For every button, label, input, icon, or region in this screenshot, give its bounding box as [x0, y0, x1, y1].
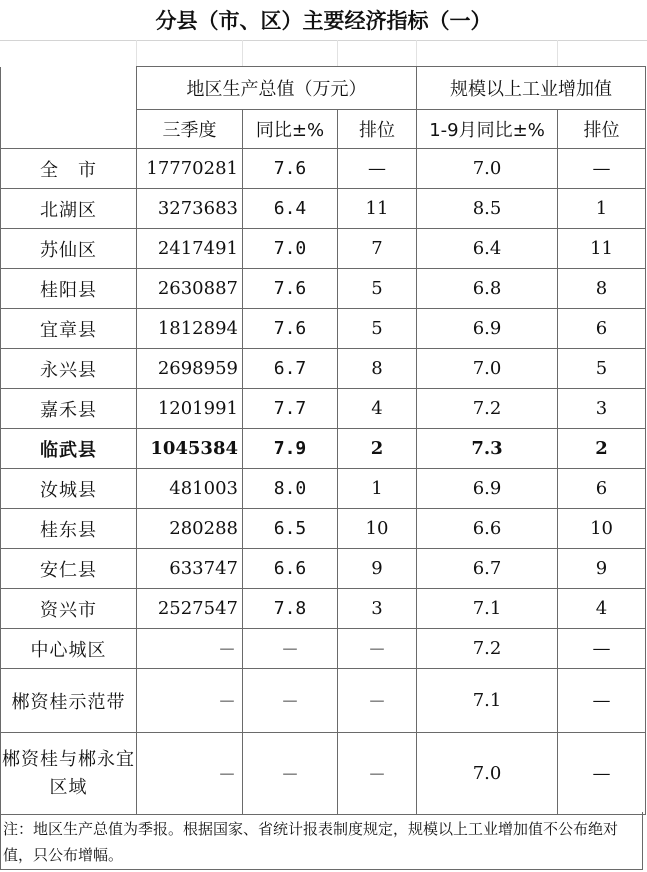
gdp-yoy: － [243, 669, 338, 733]
region-name: 全 市 [1, 149, 137, 189]
region-header-cell [1, 67, 137, 149]
table-row [1, 629, 646, 669]
gdp-value: － [137, 669, 243, 733]
gdp-rank: 8 [338, 349, 417, 389]
industry-rank: 5 [558, 349, 646, 389]
industry-yoy: 7.1 [417, 589, 558, 629]
gdp-value: 2417491 [137, 229, 243, 269]
spacer-gridline [242, 40, 243, 66]
gdp-rank: 9 [338, 549, 417, 589]
footnote: 注：地区生产总值为季报。根据国家、省统计报表制度规定，规模以上工业增加值不公布绝对值，只公布增幅。 [0, 812, 643, 870]
industry-yoy-header: 1-9月同比±% [417, 110, 558, 149]
industry-rank: — [558, 733, 646, 815]
gdp-yoy: 8.0 [243, 469, 338, 509]
gdp-value: 2630887 [137, 269, 243, 309]
region-name: 永兴县 [1, 349, 137, 389]
industry-rank: — [558, 149, 646, 189]
gdp-yoy: 7.9 [243, 429, 338, 469]
gdp-rank: － [338, 733, 417, 815]
table-row [1, 509, 646, 549]
industry-yoy: 6.9 [417, 469, 558, 509]
gdp-yoy: 6.4 [243, 189, 338, 229]
gdp-rank: 5 [338, 309, 417, 349]
table-row [1, 589, 646, 629]
region-name: 郴资桂与郴永宜区域 [1, 733, 137, 815]
gdp-rank: 3 [338, 589, 417, 629]
industry-yoy: 7.2 [417, 629, 558, 669]
spacer-gridline [337, 40, 338, 66]
gdp-value: 3273683 [137, 189, 243, 229]
region-name: 临武县 [1, 429, 137, 469]
industry-rank: 4 [558, 589, 646, 629]
table-row [1, 389, 646, 429]
gdp-value: － [137, 629, 243, 669]
gdp-yoy: 7.7 [243, 389, 338, 429]
table-row [1, 469, 646, 509]
region-name: 郴资桂示范带 [1, 669, 137, 733]
region-name: 汝城县 [1, 469, 137, 509]
industry-yoy: 7.3 [417, 429, 558, 469]
gdp-value: 633747 [137, 549, 243, 589]
spacer-gridline [136, 40, 137, 66]
region-name: 桂东县 [1, 509, 137, 549]
gdp-yoy-header: 同比±% [243, 110, 338, 149]
table-title: 分县（市、区）主要经济指标（一） [0, 0, 647, 41]
industry-rank: 9 [558, 549, 646, 589]
gdp-value: 481003 [137, 469, 243, 509]
industry-yoy: 7.0 [417, 149, 558, 189]
gdp-yoy: 6.5 [243, 509, 338, 549]
industry-yoy: 7.0 [417, 733, 558, 815]
gdp-yoy: 7.8 [243, 589, 338, 629]
region-name: 桂阳县 [1, 269, 137, 309]
gdp-rank: 5 [338, 269, 417, 309]
gdp-q3-header: 三季度 [137, 110, 243, 149]
industry-rank-header: 排位 [558, 110, 646, 149]
industry-yoy: 6.6 [417, 509, 558, 549]
industry-rank: 8 [558, 269, 646, 309]
industry-yoy: 7.1 [417, 669, 558, 733]
gdp-value: 1201991 [137, 389, 243, 429]
gdp-value: 1045384 [137, 429, 243, 469]
industry-rank: 11 [558, 229, 646, 269]
gdp-rank: 11 [338, 189, 417, 229]
gdp-yoy: － [243, 733, 338, 815]
gdp-rank: － [338, 629, 417, 669]
industry-rank: 6 [558, 469, 646, 509]
gdp-yoy: 6.6 [243, 549, 338, 589]
table-row [1, 269, 646, 309]
region-name: 苏仙区 [1, 229, 137, 269]
industry-rank: 10 [558, 509, 646, 549]
industry-yoy: 7.0 [417, 349, 558, 389]
gdp-yoy: 7.6 [243, 269, 338, 309]
industry-group-header: 规模以上工业增加值 [417, 67, 646, 110]
industry-rank: 6 [558, 309, 646, 349]
gdp-value: 1812894 [137, 309, 243, 349]
table-row [1, 669, 646, 733]
industry-yoy: 7.2 [417, 389, 558, 429]
gdp-rank: 10 [338, 509, 417, 549]
table-row [1, 549, 646, 589]
region-name: 嘉禾县 [1, 389, 137, 429]
gdp-yoy: 6.7 [243, 349, 338, 389]
industry-rank: — [558, 669, 646, 733]
gdp-yoy: 7.0 [243, 229, 338, 269]
gdp-rank: 7 [338, 229, 417, 269]
gdp-value: 280288 [137, 509, 243, 549]
spacer-gridline [416, 40, 417, 66]
gdp-value: － [137, 733, 243, 815]
gdp-value: 2698959 [137, 349, 243, 389]
region-name: 中心城区 [1, 629, 137, 669]
spacer-gridline [557, 40, 558, 66]
industry-rank: 1 [558, 189, 646, 229]
gdp-value: 2527547 [137, 589, 243, 629]
industry-yoy: 8.5 [417, 189, 558, 229]
gdp-rank: 1 [338, 469, 417, 509]
table-row [1, 189, 646, 229]
table-row [1, 349, 646, 389]
header-row-groups [1, 67, 646, 110]
region-name: 资兴市 [1, 589, 137, 629]
gdp-value: 17770281 [137, 149, 243, 189]
region-name: 安仁县 [1, 549, 137, 589]
gdp-rank: － [338, 669, 417, 733]
blank-spacer-row [0, 40, 647, 66]
industry-yoy: 6.9 [417, 309, 558, 349]
industry-yoy: 6.8 [417, 269, 558, 309]
table-row-highlighted [1, 429, 646, 469]
gdp-yoy: － [243, 629, 338, 669]
gdp-rank: — [338, 149, 417, 189]
gdp-rank: 4 [338, 389, 417, 429]
industry-rank: — [558, 629, 646, 669]
region-name: 北湖区 [1, 189, 137, 229]
table-row [1, 229, 646, 269]
indicator-table [0, 66, 646, 815]
gdp-group-header: 地区生产总值（万元） [137, 67, 417, 110]
gdp-yoy: 7.6 [243, 309, 338, 349]
table-row [1, 149, 646, 189]
gdp-rank-header: 排位 [338, 110, 417, 149]
industry-rank: 3 [558, 389, 646, 429]
gdp-rank: 2 [338, 429, 417, 469]
industry-yoy: 6.4 [417, 229, 558, 269]
industry-rank: 2 [558, 429, 646, 469]
region-name: 宜章县 [1, 309, 137, 349]
industry-yoy: 6.7 [417, 549, 558, 589]
gdp-yoy: 7.6 [243, 149, 338, 189]
table-row [1, 309, 646, 349]
table-row [1, 733, 646, 815]
